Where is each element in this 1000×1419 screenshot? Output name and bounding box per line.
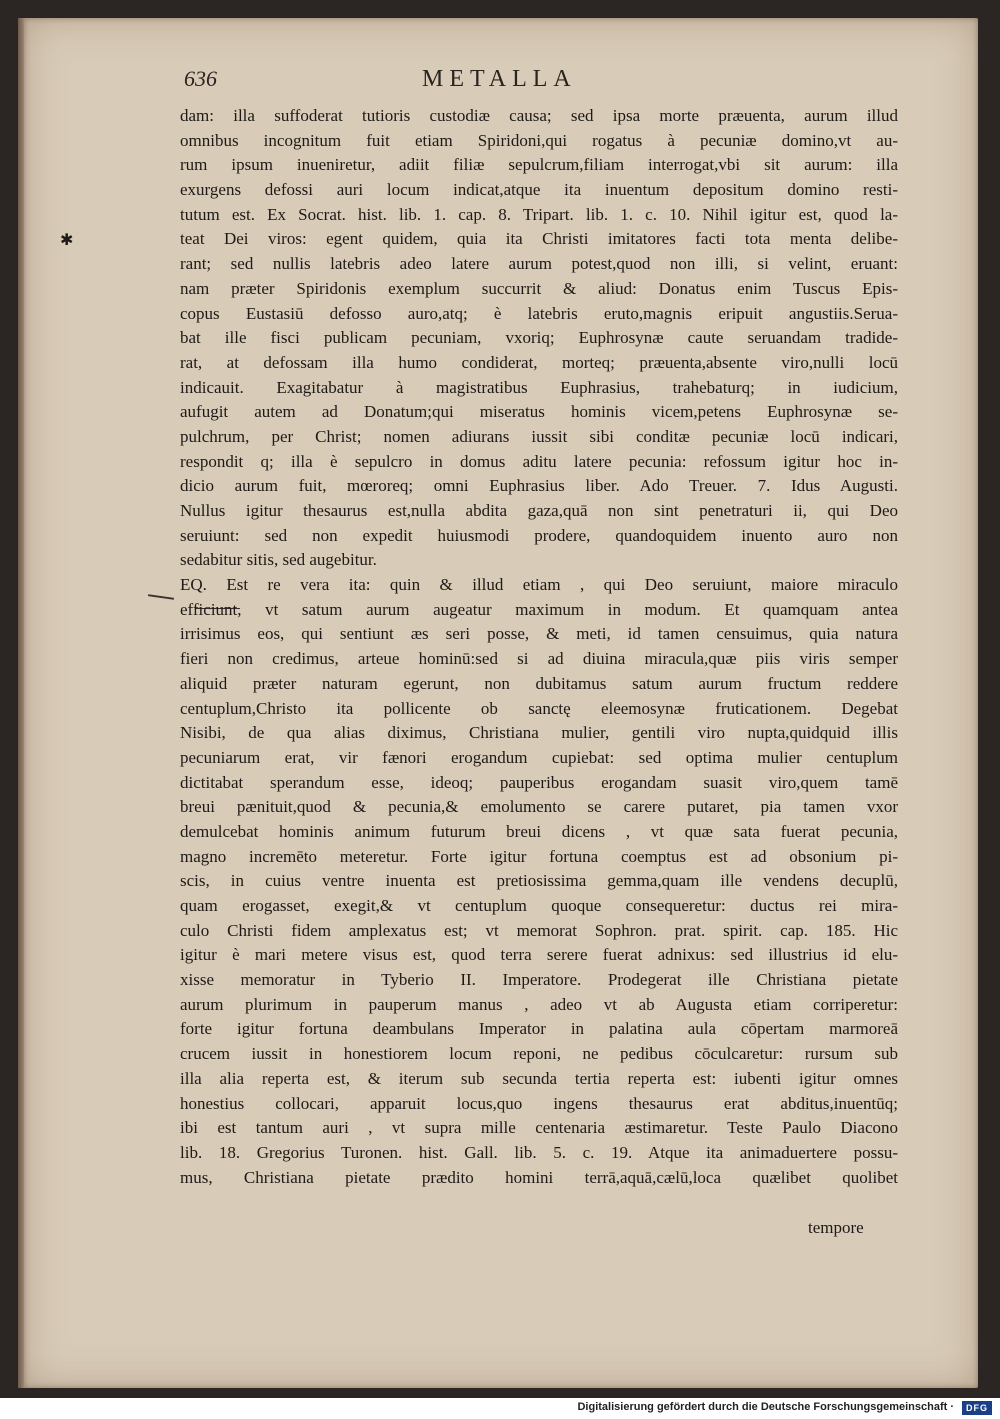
text-line: dictitabat sperandum esse, ideoq; pauperibus erogandam suasit viro,quem tamē <box>180 772 898 792</box>
text-line: centuplum,Christo ita pollicente ob sanctę eleemosynæ fruticationem. Degebat <box>180 698 898 718</box>
page-number: 636 <box>184 66 217 91</box>
text-line: rant; sed nullis latebris adeo latere aurum potest,quod non illi, si velint, eruant: <box>180 254 898 274</box>
catchword: tempore <box>808 1218 864 1237</box>
text-line: culo Christi fidem amplexatus est; vt memorat Sophron. prat. spirit. cap. 185. Hic <box>180 920 898 940</box>
text-line: mus, Christiana pietate prædito homini terrā,aquā,cælū,loca quælibet quolibet <box>180 1167 898 1187</box>
text-line: aurum plurimum in pauperum manus , adeo vt ab Augusta etiam corriperetur: <box>180 994 898 1014</box>
text-line: nam præter Spiridonis exemplum succurrit & aliud: Donatus enim Tuscus Epis- <box>180 278 898 298</box>
text-line: efficiunt, vt satum aurum augeatur maximum in modum. Et quamquam antea <box>180 599 898 619</box>
text-line: pulchrum, per Christ; nomen adiurans iussit sibi conditæ pecuniæ locū indicari, <box>180 426 898 446</box>
text-line: crucem iussit in honestiorem locum reponi, ne pedibus cōculcaretur: rursum sub <box>180 1044 898 1064</box>
text-line: indicauit. Exagitabatur à magistratibus Euphrasius, trahebaturq; in iudicium, <box>180 377 898 397</box>
page-header <box>184 66 924 100</box>
text-line: forte igitur fortuna deambulans Imperator in palatina aula cōpertam marmoreā <box>180 1019 898 1039</box>
text-line: teat Dei viros: egent quidem, quia ita Christi imitatores facti tota menta delibe- <box>180 229 898 249</box>
text-line: breui pænituit,quod & pecunia,& emolumento se carere putaret, pia tamen vxor <box>180 797 898 817</box>
text-line: xisse memoratur in Tyberio II. Imperatore. Prodegerat ille Christiana pietate <box>180 970 898 990</box>
text-line: aufugit autem ad Donatum;qui miseratus hominis vicem,petens Euphrosynæ se- <box>180 402 898 422</box>
text-line: sedabitur sitis, sed augebitur. <box>180 550 377 570</box>
text-line: seruiunt: sed non expedit huiusmodi prodere, quandoquidem inuento auro non <box>180 525 898 545</box>
text-line: aliquid præter naturam egerunt, non dubitamus satum aurum fructum reddere <box>180 673 898 693</box>
text-line: dicio aurum fuit, mœroreq; omni Euphrasius liber. Ado Treuer. 7. Idus Augusti. <box>180 476 898 496</box>
text-line: scis, in cuius ventre inuenta est pretiosissima gemma,quam ille vendens decuplū, <box>180 871 898 891</box>
text-line: quam erogasset, exegit,& vt centuplum quoque consequeretur: ductus rei mira- <box>180 896 898 915</box>
text-line: bat ille fisci publicam pecuniam, vxoriq; Euphrosynæ caute seruandam tradide- <box>180 328 898 348</box>
text-line: irrisimus eos, qui sentiunt æs seri posse, & meti, id tamen censuimus, quia natura <box>180 624 898 644</box>
digitization-footer <box>0 1398 1000 1419</box>
text-line: dam: illa suffoderat tutioris custodiæ causa; sed ipsa morte præuenta, aurum illud <box>180 106 898 125</box>
text-line: illa alia reperta est, & iterum sub secunda tertia reperta est: iubenti igitur omnes <box>180 1068 898 1088</box>
text-line: honestius collocari, apparuit locus,quo ingens thesaurus erat abditus,inuentūq; <box>180 1093 898 1113</box>
text-line: respondit q; illa è sepulcro in domus aditu latere pecunia: refossum igitur hoc in- <box>180 451 898 471</box>
text-line: Nullus igitur thesaurus est,nulla abdita gaza,quā non sint penetraturi ii, qui Deo <box>180 501 898 520</box>
text-line: fieri non credimus, arteue hominū:sed si ad diuina miracula,quæ piis viris semper <box>180 649 898 669</box>
dfg-logo-icon: DFG <box>962 1401 992 1415</box>
text-line: igitur è mari metere visus est, quod terra serere fuerat adnixus: sed illustrius id elu- <box>180 945 898 965</box>
text-line: omnibus incognitum fuit etiam Spiridoni,qui rogatus à pecuniæ domino,vt au- <box>180 130 898 150</box>
text-line: lib. 18. Gregorius Turonen. hist. Gall. lib. 5. c. 19. Atque ita animaduertere possu- <box>180 1142 898 1162</box>
text-line: EQ. Est re vera ita: quin & illud etiam , qui Deo seruiunt, maiore miraculo <box>180 575 898 595</box>
text-line: ibi est tantum auri , vt supra mille centenaria æstimaretur. Teste Paulo Diacono <box>180 1118 898 1138</box>
text-line: copus Eustasiū defosso auro,atq; è latebris eruto,magnis eripuit angustiis.Serua- <box>180 303 898 323</box>
body-text <box>180 104 898 1190</box>
text-line: rum ipsum inueniretur, adiit filiæ sepulcrum,filiam interrogat,vbi sit aurum: illa <box>180 155 898 175</box>
running-head: METALLA <box>422 66 577 92</box>
margin-mark: ✱ <box>60 232 74 249</box>
text-line: pecuniarum erat, vir fænori erogandum cupiebat: sed optima mulier centuplum <box>180 747 898 767</box>
text-line: magno incremēto meteretur. Forte igitur fortuna coemptus est ad obsonium pi- <box>180 846 898 866</box>
text-line: rat, at defossam illa humo condiderat, morteq; præuenta,absente viro,nulli locū <box>180 352 898 372</box>
text-line: exurgens defossi auri locum indicat,atque ita inuentum depositum domino resti- <box>180 180 898 200</box>
text-line: Nisibi, de qua alias diximus, Christiana mulier, gentili viro nupta,quidquid illis <box>180 723 898 743</box>
text-line: tutum est. Ex Socrat. hist. lib. 1. cap. 8. Tripart. lib. 1. c. 10. Nihil igitur est, quod la- <box>180 204 898 224</box>
text-line: demulcebat hominis animum futurum breui dicens , vt quæ sata fuerat pecunia, <box>180 821 898 841</box>
footer-credit: Digitalisierung gefördert durch die Deutsche Forschungsgemeinschaft · <box>577 1401 954 1413</box>
